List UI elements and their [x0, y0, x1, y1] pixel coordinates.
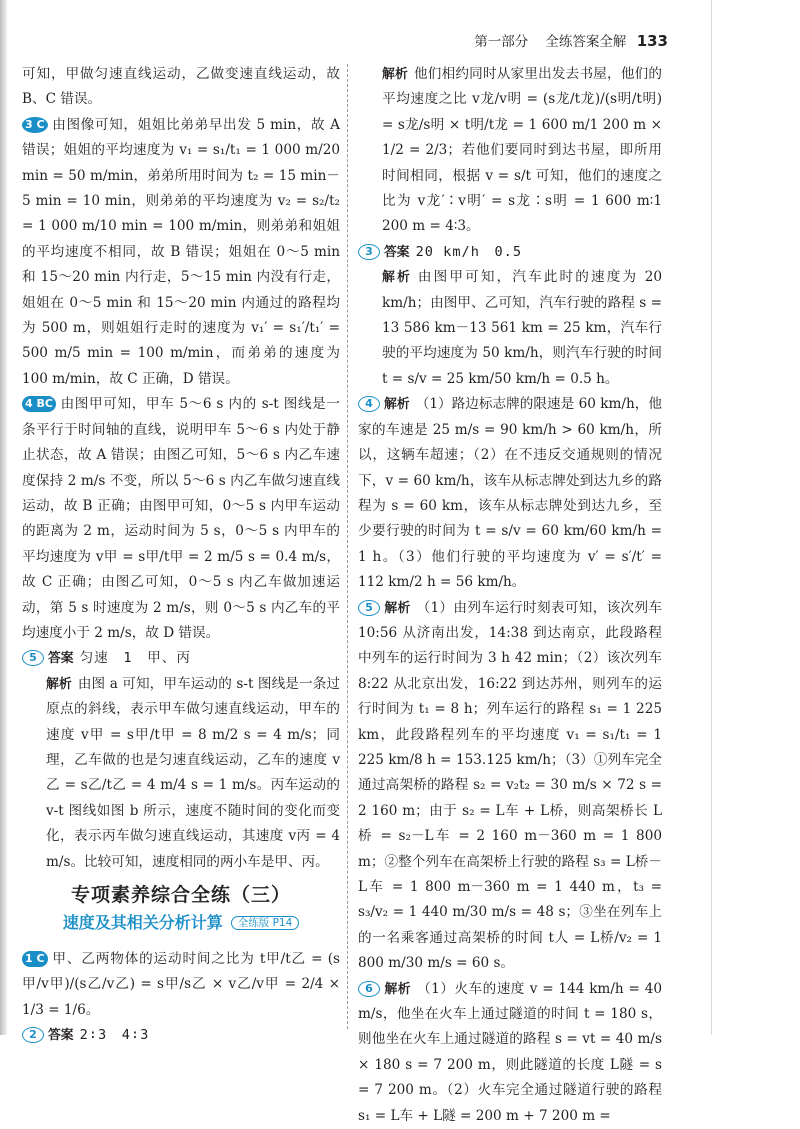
- answer-item: 3 答案 20 km/h 0.5: [358, 240, 662, 265]
- page-header: [474, 30, 668, 50]
- answer-label: 答案: [48, 651, 74, 667]
- section-title: 专项素养综合全练（三）: [70, 884, 291, 906]
- analysis-label: 解析: [384, 600, 411, 616]
- analysis-item: 解析 他们相约同时从家里出发去书屋，他们的平均速度之比 v龙/v明 = (s龙/t龙)/(s明/t明) = s龙/s明 × t明/t龙 = 1 600 m/1 200 m × 1/2 = 2/3；若他们要同时到达书屋，即所用时间相同，根据 v = s/t 可知，他们的速度之比为 v龙′∶v明′ = s龙∶s明 = 1 600 m∶1 200 m = 4∶3。: [382, 66, 663, 235]
- analysis-label: 解析: [384, 397, 410, 413]
- question-number-badge: 5: [358, 600, 380, 616]
- analysis-item: 解析 由图甲可知，汽车此时的速度为 20 km/h；由图甲、乙可知，汽车行驶的路程 s = 13 586 km－13 561 km = 25 km，汽车行驶的平均速度为 50 km/h，则汽车行驶的时间 t = s/v = 25 km/50 km/h = 0.5 h。: [382, 269, 662, 387]
- answer-item: 1 C 甲、乙两物体的运动时间之比为 t甲/t乙 = (s甲/v甲)/(s乙/v乙) = s甲/s乙 × v乙/v甲 = 2/4 × 1/3 = 1/6。: [22, 950, 340, 1018]
- answer-item: 5 解析 （1）由列车运行时刻表可知，该次列车 10:56 从济南出发，14:38 到达南京，此段路程中列车的运行时间为 3 h 42 min；（2）该次列车 8:22 从北京出发，16:22 到达苏州，则列车的运行时间为 t₁ = 8 h；列车运行的路程 s₁ = 1 225 km，此段路程列车的平均速度 v₁ = s₁/t₁ = 1 225 km/8 h = 153.125 km/h；（3）①列车完全通过高架桥的路程 s₂ = v₂t₂ = 30 m/s × 72 s = 2 160 m；由于 s₂ = L车 + L桥，则高架桥长 L桥 = s₂－L车 = 2 160 m－360 m = 1 800 m；②整个列车在高架桥上行驶的路程 s₃ = L桥－L车 = 1 800 m－360 m = 1 440 m，t₃ = s₃/v₂ = 1 440 m/30 m/s = 48 s；③坐在列车上的一名乘客通过高架桥的时间 t人 = L桥/v₂ = 1 800 m/30 m/s = 60 s。: [358, 599, 662, 972]
- analysis-label: 解析: [382, 67, 408, 82]
- question-number-badge: 4: [358, 396, 380, 412]
- answer-item: 4 BC 由图甲可知，甲车 5～6 s 内的 s-t 图线是一条平行于时间轴的直线，说明甲车 5～6 s 内处于静止状态，故 A 错误；由图乙可知，5～6 s 内乙车速度保持 2 m/s 不变，所以 5～6 s 内乙车做匀速直线运动，故 B 正确；由图甲可知，0～5 s 内甲车运动的距离为 2 m，运动时间为 5 s，0～5 s 内甲车的平均速度为 v甲 = s甲/t甲 = 2 m/5 s = 0.4 m/s，故 C 正确；由图乙可知，0～5 s 内乙车做加速运动，第 5 s 时速度为 2 m/s，则 0～5 s 内乙车的平均速度小于 2 m/s，故 D 错误。: [22, 396, 340, 641]
- page-number: 133: [636, 32, 668, 50]
- analysis-label: 解析: [46, 676, 72, 692]
- question-number-badge: 5: [22, 650, 44, 666]
- section-subtitle: 速度及其相关分析计算 全练版 P14: [22, 910, 340, 936]
- question-number-badge: 4 BC: [22, 396, 56, 412]
- column-divider: [347, 64, 348, 1029]
- margin-rule: [711, 0, 712, 1035]
- right-column: [358, 62, 662, 1129]
- analysis-item: 解析 由图 a 可知，甲车运动的 s-t 图线是一条过原点的斜线，表示甲车做匀速直线运动，甲车的速度 v甲 = s甲/t甲 = 8 m/2 s = 4 m/s；同理，乙车做的也是匀速直线运动，乙车的速度 v乙 = s乙/t乙 = 4 m/4 s = 1 m/s。丙车运动的 v-t 图线如图 b 所示，速度不随时间的变化而变化，表示丙车做匀速直线运动，其速度 v丙 = 4 m/s。比较可知，速度相同的两小车是甲、丙。: [46, 675, 341, 870]
- header-section: 全练答案全解: [545, 34, 627, 50]
- question-number-badge: 3: [358, 244, 380, 260]
- question-number-badge: 2: [22, 1027, 44, 1043]
- header-part: 第一部分: [474, 34, 529, 50]
- analysis-label: 解析: [382, 270, 412, 286]
- answer-item: 6 解析 （1）火车的速度 v = 144 km/h = 40 m/s，他坐在火车上通过隧道的时间 t = 180 s，则他坐在火车上通过隧道的路程 s = vt = 40 m/s × 180 s = 7 200 m，则此隧道的长度 L隧 = s = 7 200 m。（2）火车完全通过隧道行驶的路程 s₁ = L车 + L隧 = 200 m + 7 200 m =: [358, 980, 662, 1124]
- answer-label: 答案: [48, 1028, 74, 1044]
- answer-item: 4 解析 （1）路边标志牌的限速是 60 km/h，他家的车速是 25 m/s = 90 km/h > 60 km/h，所以，这辆车超速；（2）在不违反交通规则的情况下，v = 60 km/h，该车从标志牌处到达九乡的路程为 s = 60 km，该车从标志牌处到达九乡，至少要行驶的时间为 t = s/v = 60 km/60 km/h = 1 h。（3）他们行驶的平均速度为 v′ = s′/t′ = 112 km/2 h = 56 km/h。: [358, 396, 662, 591]
- edition-reference-badge: 全练版 P14: [231, 916, 300, 930]
- question-number-badge: 1 C: [22, 951, 48, 967]
- answer-item: 2 答案 2∶3 4∶3: [22, 1023, 340, 1048]
- analysis-label: 解析: [384, 981, 412, 997]
- answer-label: 答案: [384, 244, 410, 260]
- answer-continuation: 可知，甲做匀速直线运动，乙做变速直线运动，故 B、C 错误。: [22, 66, 340, 108]
- question-number-badge: 3 C: [22, 117, 48, 133]
- page-edge-shadow: [0, 0, 7, 1035]
- left-column: [22, 62, 340, 1048]
- question-number-badge: 6: [358, 981, 380, 997]
- answer-item: 5 答案 匀速 1 甲、丙: [22, 646, 340, 671]
- answer-item: 3 C 由图像可知，姐姐比弟弟早出发 5 min，故 A 错误；姐姐的平均速度为 v₁ = s₁/t₁ = 1 000 m/20 min = 50 m/min，弟弟所用时间为 t₂ = 15 min－5 min = 10 min，则弟弟的平均速度为 v₂ = s₂/t₂ = 1 000 m/10 min = 100 m/min，则弟弟和姐姐的平均速度不相同，故 B 错误；姐姐在 0～5 min 和 15～20 min 内行走，5～15 min 内没有行走，姐姐在 0～5 min 和 15～20 min 内通过的路程均为 500 m，则姐姐行走时的速度为 v₁′ = s₁′/t₁′ = 500 m/5 min = 100 m/min，而弟弟的速度为 100 m/min，故 C 正确，D 错误。: [22, 116, 340, 387]
